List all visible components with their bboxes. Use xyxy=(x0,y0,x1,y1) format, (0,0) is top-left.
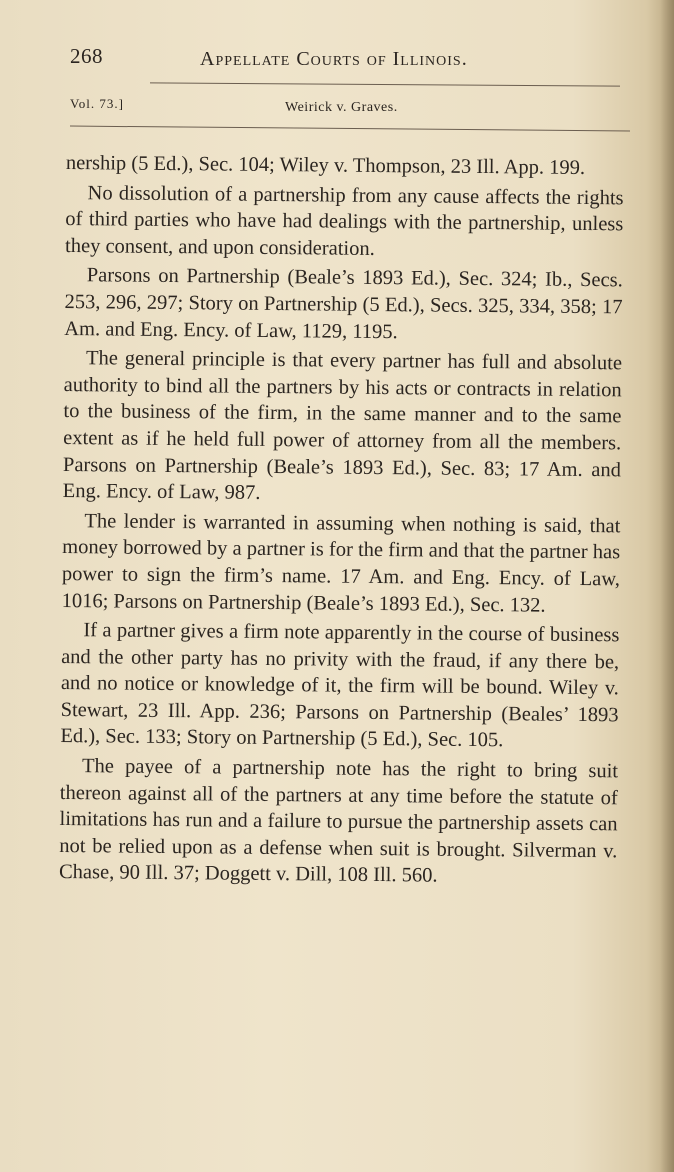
volume-label: Vol. 73.] xyxy=(70,96,124,111)
header-rule xyxy=(150,82,620,86)
paragraph-firm-note: If a partner gives a firm note apparently in the course of business and the other party has no privity with the fraud, if any there be, and no notice or knowledge of it, the firm will be bound. Wiley v. Stewart, 23 Ill. App. 236; Parsons on Partnership (Beales’ 1893 Ed.), Sec. 133; Story on Partnership (5 Ed.), Sec. 105. xyxy=(60,619,620,752)
paragraph-payee: The payee of a partnership note has the right to bring suit thereon against all of the partners at any time before the statute of limitations has run and a failure to pursue the partnership assets can not be relied upon as a defense when suit is brought. Silverman v. Chase, 90 Ill. 37; Doggett v. Dill, 108 Ill. 560. xyxy=(58,755,619,888)
running-title: Appellate Courts of Illinois. xyxy=(200,48,468,70)
paragraph-general-principle: The general principle is that every partner has full and absolute authority to bind all the partners by his acts or contracts in relation to the business of the firm, in the same manner and to the same extent as if he held full power of attorney from all the members. Parsons on Partnership (Beale’s 1893 Ed.), Sec. 83; 17 Am. and Eng. Ency. of Law, 987. xyxy=(62,347,623,505)
subheader-rule xyxy=(70,126,630,132)
paragraph-dissolution: No dissolution of a partnership from any cause affects the rights of third parties who have had dealings with the partnership, unless they consent, and upon consideration. xyxy=(64,181,624,260)
paragraph-lender: The lender is warranted in assuming when nothing is said, that money borrowed by a partner is for the firm and that the partner has power to sign the firm’s name. 17 Am. and Eng. Ency. of Law, 1016; Parsons on Partnership (Beale’s 1893 Ed.), Sec. 132. xyxy=(61,509,621,617)
body-text xyxy=(59,150,624,894)
paragraph-citation-parsons: Parsons on Partnership (Beale’s 1893 Ed.), Sec. 324; Ib., Secs. 253, 296, 297; Story on Partnership (5 Ed.), Secs. 325, 334, 358; 17 Am. and Eng. Ency. of Law, 1129, 1195. xyxy=(64,264,623,343)
page-edge-shadow xyxy=(660,0,674,1172)
case-name: Weirick v. Graves. xyxy=(285,100,398,115)
page-number: 268 xyxy=(70,44,103,68)
paragraph-continuation: nership (5 Ed.), Sec. 104; Wiley v. Thompson, 23 Ill. App. 199. xyxy=(65,151,586,179)
